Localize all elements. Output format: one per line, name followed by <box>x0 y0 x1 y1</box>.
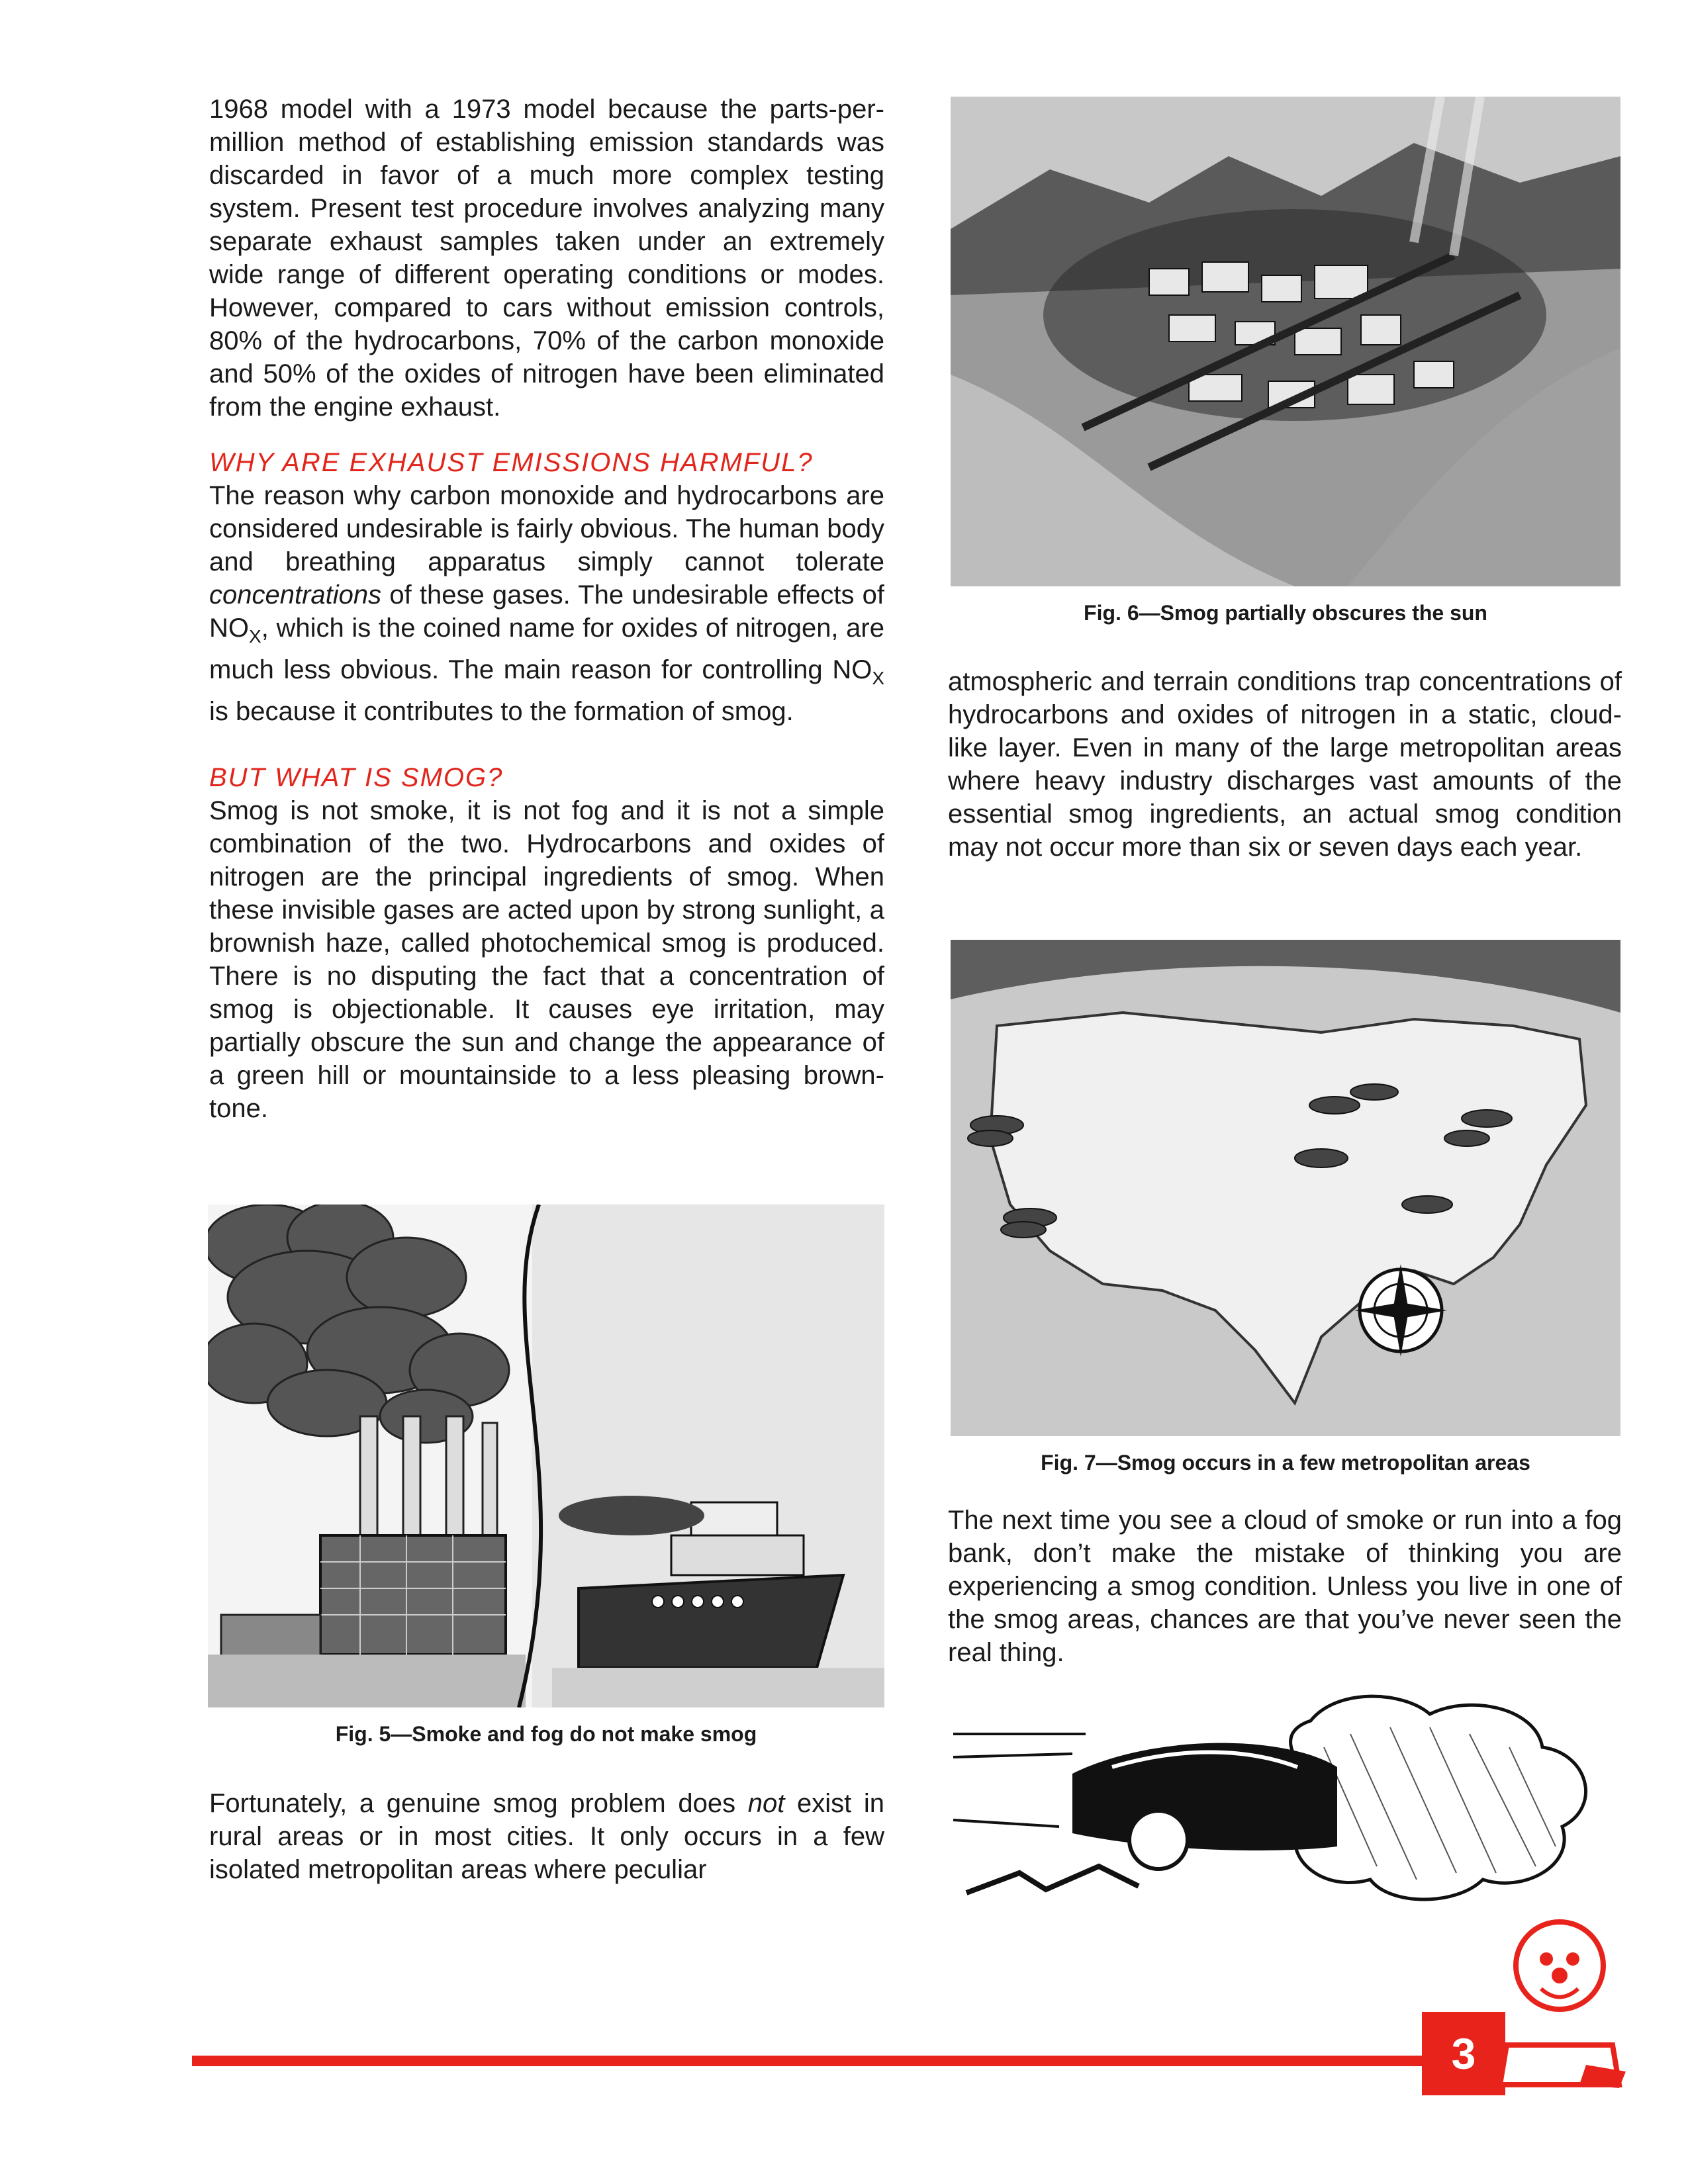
paragraph-emission-testing: 1968 model with a 1973 model because the parts-per-million method of establishing emission standards was discarded in favor of a much more complex testing system. Present test procedure involves analyzing many separate exhaust samples taken under an extremely wide range of different operating conditions or modes. However, compared to cars without emission controls, 80% of the hydrocarbons, 70% of the carbon monoxide and 50% of the oxides of nitrogen have been eliminated from the engine exhaust. <box>209 95 884 422</box>
figure-7 <box>951 940 1620 1475</box>
paragraph-text: of these gases. The undesirable effects of NO <box>209 580 884 643</box>
paragraph-fortunately <box>209 1787 884 1886</box>
paragraph-next-time: The next time you see a cloud of smoke or run into a fog bank, don’t make the mistake of thinking you are experiencing a smog condition. Unless you live in one of the smog areas, chances are that you’ve never seen the real thing. <box>948 1506 1622 1667</box>
fig5-caption: Fig. 5—Smoke and fog do not make smog <box>335 1722 757 1746</box>
emphasis-concentrations: concentrations <box>209 580 382 610</box>
heading-why-harmful: WHY ARE EXHAUST EMISSIONS HARMFUL? <box>209 448 814 477</box>
emphasis-not: not <box>747 1789 785 1818</box>
heading-what-is-smog: BUT WHAT IS SMOG? <box>209 763 504 792</box>
paragraph-why-harmful <box>209 479 884 728</box>
left-column-bottom <box>209 1787 884 1886</box>
paragraph-text: , which is the coined name for oxides of nitrogen, are much less obvious. The main reason for controlling NO <box>209 614 884 684</box>
fig7-caption: Fig. 7—Smog occurs in a few metropolitan areas <box>1041 1451 1530 1475</box>
fig6-caption: Fig. 6—Smog partially obscures the sun <box>1084 601 1487 625</box>
right-column-middle <box>948 665 1622 864</box>
smoke-and-fog-illustration <box>208 1205 884 1707</box>
right-column-bottom <box>948 1504 1622 1669</box>
figure-5 <box>208 1205 884 1746</box>
nox-subscript: X <box>249 626 261 647</box>
nox-subscript: X <box>872 668 884 688</box>
footer-rule <box>192 2056 1430 2066</box>
mascot-logo <box>1480 1913 1632 2091</box>
car-fog-cartoon <box>940 1694 1628 1913</box>
smog-over-city-illustration <box>951 97 1620 586</box>
page-number: 3 <box>1422 2012 1505 2095</box>
paragraph-text: Fortunately, a genuine smog problem does <box>209 1789 748 1818</box>
paragraph-text: The reason why carbon monoxide and hydrocarbons are considered undesirable is fairly obvious. The human body and breathing apparatus simply cannot tolerate <box>209 481 884 576</box>
us-smog-map <box>951 940 1620 1436</box>
paragraph-what-is-smog: Smog is not smoke, it is not fog and it is not a simple combination of the two. Hydrocarbons and oxides of nitrogen are the principal ingredients of smog. When these invisible gases are acted upon by strong sunlight, a brownish haze, called photochemical smog is produced. There is no disputing the fact that a concentration of smog is objectionable. It causes eye irritation, may partially obscure the sun and change the appearance of a green hill or mountainside to a less pleasing brown-tone. <box>209 796 884 1123</box>
left-column <box>209 93 884 1125</box>
figure-6 <box>951 97 1620 625</box>
paragraph-text: is because it contributes to the formation of smog. <box>209 697 794 726</box>
paragraph-text: exist in rural areas or in most cities. It only occurs in a few isolated metropolitan areas where peculiar <box>209 1789 884 1884</box>
paragraph-atmospheric: atmospheric and terrain conditions trap concentrations of hydrocarbons and oxides of nitrogen in a static, cloud-like layer. Even in many of the large metropolitan areas where heavy industry discharges vast amounts of the essential smog ingredients, an actual smog condition may not occur more than six or seven days each year. <box>948 667 1622 862</box>
